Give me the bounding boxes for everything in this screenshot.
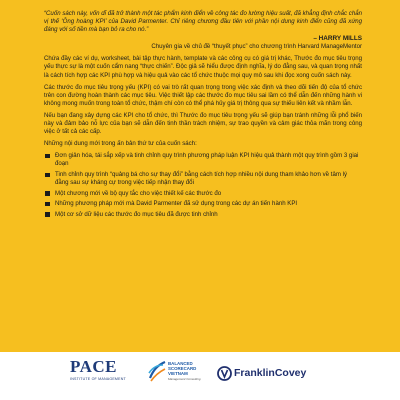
square-bullet-icon	[45, 202, 50, 207]
pace-logo-tagline: INSTITUTE OF MANAGEMENT	[70, 377, 126, 381]
list-item	[44, 171, 362, 187]
square-bullet-icon	[45, 212, 50, 217]
description-paragraph-2: Các thước đo mục tiêu trọng yếu (KPI) có vai trò rất quan trọng trong việc xác định và theo dõi tiến độ của tổ chức trên con đường hoàn thành các mục tiêu. Việc thiết lập các thước đo mục tiêu sai lầm có thể dẫn đến những hành vi không mong muốn trong toàn tổ chức, thậm chí còn có thể phá hủy giá trị thông qua sự thiếu liên kết và nhầm lẫn.	[44, 83, 362, 107]
partner-logos-bar	[0, 352, 400, 400]
list-item	[44, 200, 362, 208]
balanced-scorecard-logo	[148, 358, 208, 394]
pace-logo	[70, 358, 140, 381]
quote-author: – HARRY MILLS	[313, 35, 362, 43]
scorecard-swoosh-icon	[148, 360, 166, 382]
square-bullet-icon	[45, 154, 50, 159]
square-bullet-icon	[45, 173, 50, 178]
bsc-tagline: Management Consulting	[168, 377, 201, 381]
list-item	[44, 152, 362, 168]
square-bullet-icon	[45, 191, 50, 196]
quote-author-role: Chuyên gia về chủ đề “thuyết phục” cho chương trình Harvard ManageMentor	[151, 43, 362, 51]
list-item	[44, 211, 362, 219]
list-item	[44, 190, 362, 198]
description-paragraph-1: Chứa đầy các ví dụ, worksheet, bài tập thực hành, template và các công cụ có giá trị khác, Thước đo mục tiêu trọng yếu thực sự là một cuốn cẩm nang “thực chiến”. Độc giả sẽ hiểu được định nghĩa, lý do đằng sau, và quan trọng nhất là cách tích hợp các KPI phù hợp và hiệu quả vào các tổ chức thuộc mọi quy mô sau khi đọc xong cuốn sách này.	[44, 55, 362, 79]
new-content-heading: Những nội dung mới trong ấn bản thứ tư của cuốn sách:	[44, 140, 197, 148]
pace-logo-name: PACE	[70, 357, 118, 376]
list-item-text: Đơn giản hóa, tái sắp xếp và tinh chỉnh quy trình phương pháp luận KPI hiệu quả thành một quy trình gồm 3 giai đoạn	[55, 152, 359, 168]
franklincovey-mark-icon	[217, 366, 232, 381]
bsc-line-1: BALANCED	[168, 361, 193, 366]
back-cover-text	[44, 10, 362, 221]
new-content-list	[44, 152, 362, 219]
bsc-line-2: SCORECARD	[168, 366, 197, 371]
bsc-line-3: VIETNAM	[168, 371, 188, 376]
franklincovey-name: FranklinCovey	[234, 367, 307, 379]
endorsement-quote: “Cuốn sách này, vốn dĩ đã trở thành một tác phẩm kinh điển về công tác đo lường hiệu suất, đã khẳng định chắc chắn vị thế ‘Ông hoàng KPI’ của David Parmenter. Chỉ riêng chương đầu tiên với phần nội dung kinh điển cũng đã xứng đáng với số tiền mà bạn bỏ ra cho nó.”	[44, 10, 362, 34]
list-item-text: Một cơ sở dữ liệu các thước đo mục tiêu đã được tinh chỉnh	[55, 210, 218, 218]
list-item-text: Tinh chỉnh quy trình “quảng bá cho sự thay đổi” bằng cách tích hợp nhiều nội dung tham khảo hơn về tâm lý đằng sau sự kháng cự trong việc tiếp nhận thay đổi	[55, 171, 347, 187]
list-item-text: Một chương mới về bộ quy tắc cho việc thiết kế các thước đo	[55, 189, 222, 197]
list-item-text: Những phương pháp mới mà David Parmenter đã sử dụng trong các dự án tiến hành KPI	[55, 200, 298, 208]
description-paragraph-3: Nếu bạn đang xây dựng các KPI cho tổ chức, thì Thước đo mục tiêu trọng yếu sẽ giúp bạn tránh những lỗi phổ biến này và đảm bảo nỗ lực của bạn sẽ dẫn đến tinh thần trách nhiệm, sự trao quyền và cảm giác thỏa mãn trong công việc ở tất cả các cấp.	[44, 111, 362, 136]
